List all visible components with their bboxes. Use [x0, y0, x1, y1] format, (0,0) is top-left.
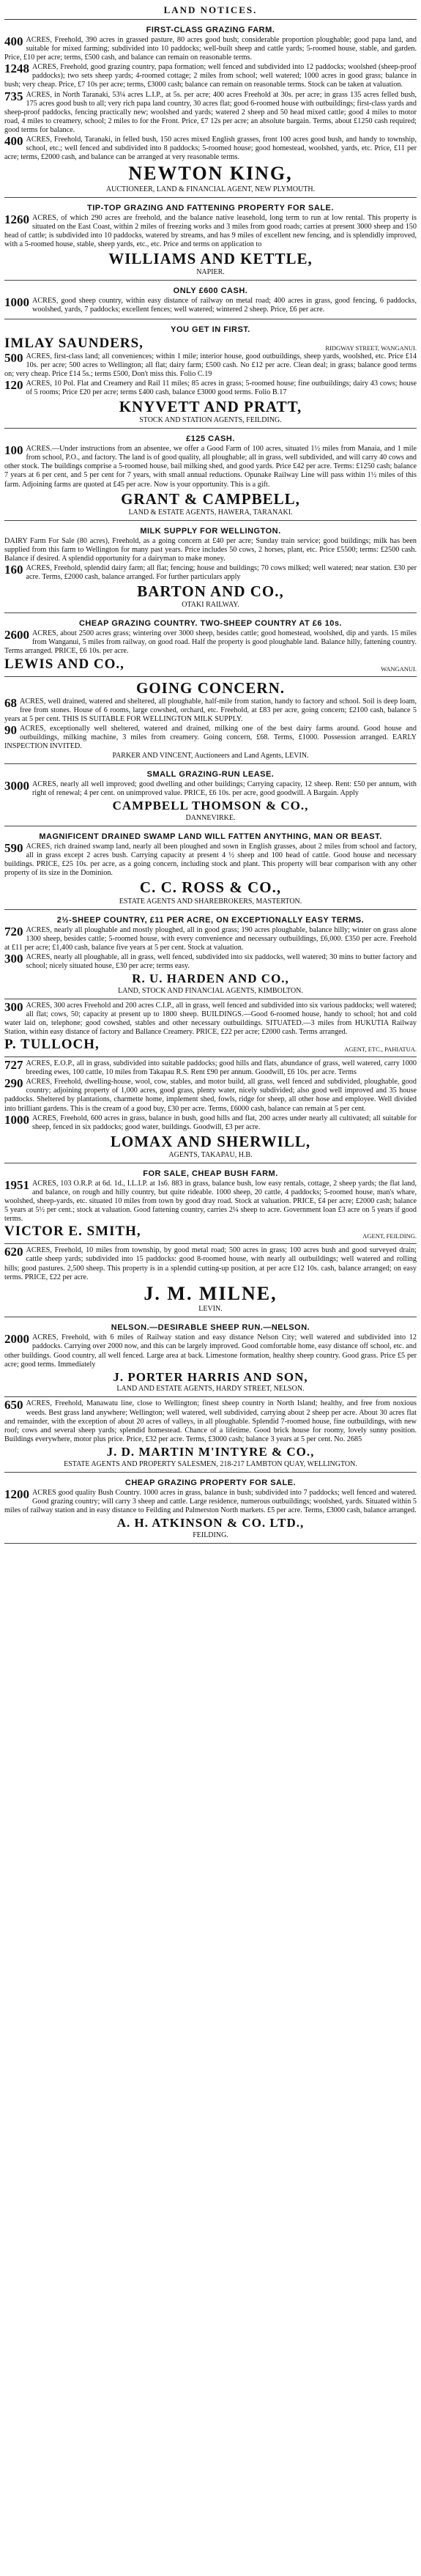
acreage-figure: 620 — [4, 1245, 23, 1259]
land-advertisement — [4, 281, 417, 319]
agent-line — [4, 1224, 417, 1240]
acreage-figure: 590 — [4, 841, 23, 856]
listing-paragraph — [4, 926, 417, 952]
agent-address: LEVIN. — [198, 1305, 223, 1314]
agent-name: KNYVETT AND PRATT, — [119, 398, 302, 416]
agent-address: LAND & ESTATE AGENTS, HAWERA, TARANAKI. — [128, 508, 293, 517]
agent-address: OTAKI RAILWAY. — [182, 601, 239, 610]
listing-paragraph — [4, 1246, 417, 1281]
listing-paragraph — [4, 1489, 417, 1515]
listing-paragraph — [4, 722, 417, 751]
acreage-figure: 90 — [4, 722, 17, 737]
listing-paragraph — [4, 629, 417, 656]
listing-paragraph — [4, 352, 417, 379]
listing-paragraph — [4, 36, 417, 62]
agent-name: LOMAX AND SHERWILL, — [110, 1132, 311, 1150]
agent-name: CAMPBELL THOMSON & CO., — [112, 799, 309, 813]
land-advertisement — [4, 319, 417, 429]
listing-paragraph — [4, 1078, 417, 1113]
ad-heading: £125 CASH. — [186, 434, 235, 444]
listing-text: ACRES, 103 O.R.P. at 6d. 1d., I.L.I.P. at 1s6. 883 in grass, balance bush, low easy rentals, cottage, 2 sheep yards; the flat land, and balance, on rough and hilly country, but quite rideable. 1000 sheep, 20 cattle, 4 paddocks; 5-roomed house, man's whare, woolshed, sheep-yards, etc. situated 10 miles from town by good dray road. Stock at valuation. PRICE, £4 per acre; £2000 cash; balance 5 years at 5½ per cent.; stock at valuation. Good fattening country, carries 2¼ sheep to acre. Government loan £3 acre on 5 years if good terms. — [4, 1179, 417, 1224]
land-advertisement — [4, 198, 417, 281]
masthead: LAND NOTICES. — [163, 4, 258, 15]
agent-address: ESTATE AGENTS AND SHAREBROKERS, MASTERTON. — [119, 897, 302, 906]
listing-text: ACRES, nearly all well improved; good dwelling and other buildings; Carrying capacity, 12 sheep. Rent: £50 per annum, with right of renewal; 4 per cent. on unimproved value. PRICE, £6 10s. per acre, good goodwill. A Bargain. Apply — [32, 780, 417, 798]
agent-name: R. U. HARDEN AND CO., — [132, 971, 289, 985]
listing-text: ACRES, Freehold, with 6 miles of Railway station and easy distance Nelson City; well watered and subdivided into 12 paddocks. Carrying over 2000 now, and this can be largely improved. Good comfortable home, easy distance off school, etc. and other buildings. Good country, all well fenced. Large area at back. Limestone formation, healthy sheep country. Good grass. Price £5 per acre; good terms. Immediately — [4, 1333, 417, 1369]
listing-paragraph — [4, 1177, 417, 1224]
agent-name: NEWTON KING, — [128, 163, 293, 185]
listing-text: ACRES, Freehold, Taranaki, in felled bush, 150 acres mixed English grasses, front 100 acres good bush, and handy to township, school, etc.; well fenced and subdivided into 8 paddocks; 5-roomed house; good homestead, woolshed, yards, etc. Price, £11 per acre; terms, £2000 cash, and balance can be arranged at very reasonable terms. — [4, 136, 417, 162]
land-advertisement — [4, 429, 417, 521]
listing-text: ACRES, Freehold, Manawatu line, close to Wellington; finest sheep country in North Island; healthy, and free from noxious weeds. Best grass land anywhere; Wellington; well watered, well subdivided, carrying about 2 sheep per acre. About 30 acres flat and remainder, with the exception of about 20 acres of valleys, in all ploughable. Splendid 7-roomed house, fine outbuildings, with new roof; cows and several sheep yards; splendid homestead. Chance of a lifetime. Good brick house for roomy, lovely sunny position. Buildings everywhere, motor plus price. Price, £32 per acre. Terms, £3000 cash; balance 3 years at 5 per cent. No. 2685 — [4, 1399, 417, 1443]
agent-name: VICTOR E. SMITH, — [4, 1224, 141, 1240]
agent-name: BARTON AND CO., — [137, 582, 284, 601]
acreage-figure: 290 — [4, 1076, 23, 1091]
ad-heading: ONLY £600 CASH. — [173, 286, 248, 296]
ad-heading: YOU GET IN FIRST. — [171, 325, 250, 334]
acreage-figure: 727 — [4, 1058, 23, 1073]
listing-text: ACRES, nearly all ploughable, all in grass, well fenced, subdivided into six paddocks, well watered; 30 mins to butter factory and school; nicely situated house, £30 per acre; terms easy. — [26, 952, 417, 970]
newspaper-page — [4, 0, 417, 1544]
agent-address: DANNEVIRKE. — [185, 814, 236, 823]
ad-heading: FIRST-CLASS GRAZING FARM. — [146, 26, 275, 34]
agent-line — [4, 656, 417, 673]
agent-name: J. D. MARTIN M'INTYRE & CO., — [106, 1444, 315, 1459]
acreage-figure: 1248 — [4, 62, 29, 76]
ad-heading: FOR SALE, CHEAP BUSH FARM. — [143, 1169, 278, 1178]
acreage-figure: 2600 — [4, 628, 29, 643]
acreage-figure: 3000 — [4, 779, 29, 793]
listing-paragraph — [4, 564, 417, 582]
land-advertisement — [4, 1317, 417, 1397]
ad-heading: MAGNIFICENT DRAINED SWAMP LAND WILL FATTEN ANYTHING, MAN OR BEAST. — [39, 832, 382, 842]
ad-title: GOING CONCERN. — [135, 678, 285, 697]
land-advertisement — [4, 999, 417, 1057]
land-advertisement — [4, 910, 417, 999]
agent-name: C. C. ROSS & CO., — [139, 878, 282, 897]
agent-address: PARKER AND VINCENT, Auctioneers and Land Agents, LEVIN. — [112, 752, 309, 760]
listing-text: ACRES, good sheep country, within easy distance of railway on metal road; 400 acres in grass, good fencing, 6 paddocks, woolshed, yards, 7 paddocks; excellent fences; well watered; wintered 2 sheep. Price, £6 per acre. — [32, 297, 417, 314]
listing-text: ACRES, 300 acres Freehold and 200 acres C.I.P., all in grass, well fenced and subdivided into six various paddocks; well watered; all flat; cows, 50; capacity at present up to 1800 sheep. BUILDINGS.—Good 6-roomed house, handy to school; hot and cold water laid on, telephone; good cowshed, stables and other necessary outbuildings. SITUATED.—3 miles from HUKUTIA Railway Station, within easy distance of factory and Ballance Creamery. PRICE, £22 per acre; £2000 cash. Terms arranged. — [4, 1001, 417, 1036]
acreage-figure: 1200 — [4, 1487, 29, 1501]
acreage-figure: 400 — [4, 134, 23, 149]
listing-text: ACRES, Freehold, splendid dairy farm; all flat; fencing; house and buildings; 70 cows milked; well watered; near station. £30 per acre. Terms, £2000 cash, balance arranged. For further particulars apply — [26, 563, 417, 582]
acreage-figure: 120 — [4, 377, 23, 392]
acreage-figure: 100 — [4, 443, 23, 458]
agent-name: IMLAY SAUNDERS, — [4, 335, 144, 351]
acreage-figure: 650 — [4, 1398, 23, 1413]
listing-text: DAIRY Farm For Sale (80 acres), Freehold, as a going concern at £40 per acre; Sunday train service; good buildings; milk has been supplied from this farm to Wellington for many past years. Price includes 50 cows, 2 horses, plant, etc. Price £5500; terms: £2500 cash. Balance if desired. A splendid opportunity for a dairyman to make money. — [4, 536, 417, 563]
land-advertisement — [4, 764, 417, 826]
listing-text: ACRES, Freehold, dwelling-house, wool, cow, stables, and motor build, all grass, well fenced and subdivided, ploughable, good country; adjoining property of 1,000 acres, good grass, plenty water, nicely subdivided; also good well improved and 35 house paddocks. Sheltered by plantations, charmette home, implement shed, fowls, ridge for sheep, all other hose and employee. Well divided into brilliant gardens. This is the cream of a good buy, £30 per acre. Terms, £6000 cash, balance can remain at 5 per cent. — [4, 1078, 417, 1113]
listing-text: ACRES, rich drained swamp land, nearly all been ploughed and sown in English grasses, about 2 miles from school and factory, all in grass except 2 acres bush. Carrying capacity at present 4 ½ sheep and 100 head of cattle. Good house and necessary buildings. PRICE, £25 10s. per acre, as a going concern, including stock and plant. This property will bear comparison with any other property of its size in the Dominion. — [4, 843, 417, 878]
land-advertisement — [4, 1397, 417, 1472]
listing-paragraph — [4, 697, 417, 724]
listing-paragraph — [4, 537, 417, 563]
listing-text: ACRES, nearly all ploughable and mostly ploughed, all in good grass; 190 acres ploughable, balance hilly; winter on grass alone 1300 sheep, besides cattle; 5-roomed house, with every convenience and necessary outbuildings, £6,000. £350 per acre. Freehold at £11 per acre; £1,400 cash, balance five years at 5 per cent. Stock at valuation. — [4, 925, 417, 952]
listing-text: ACRES good quality Bush Country. 1000 acres in grass, balance in bush; subdivided into 7 paddocks; well fenced and watered. Good grazing country; will carry 3 sheep and cattle. Large residence, numerous outbuildings; woolshed, yards. Situated within 5 miles of railway station and in easy distance to Feilding and Palmerston North markets. £5 per acre. Terms, £3000 cash, balance arranged. — [4, 1488, 417, 1514]
agent-name: GRANT & CAMPBELL, — [121, 489, 300, 508]
listing-paragraph — [4, 136, 417, 162]
acreage-figure: 1951 — [4, 1177, 29, 1192]
agent-name: LEWIS AND CO., — [4, 656, 124, 672]
land-advertisement — [4, 613, 417, 676]
ad-heading: TIP-TOP GRAZING AND FATTENING PROPERTY FOR SALE. — [87, 203, 334, 212]
listing-text: ACRES, first-class land; all conveniences; within 1 mile; interior house, good outbuildings, sheep yards, woolshed, etc. Price £14 10s. per acre; 500 acres to Wellington; all flat; dairy farm; £500 cash. No £12 per acre. Clean deal; in grass; balance good terms on; very cheap. Price £14 5s.; terms £500, Don't miss this. Folio C.19 — [4, 352, 417, 378]
land-advertisement — [4, 1244, 417, 1317]
listing-text: ACRES, Freehold, 10 miles from township, by good metal road; 500 acres in grass; 100 acres bush and good surveyed drain; cattle sheep yards; subdivided into 15 paddocks: good 8-roomed house, with nearly all outbuildings; well watered and rolling hills; good pastures. 2,500 sheep. This property is in a splendid cutting-up position, at per acre £12 10s. cash, balance arranged; on easy terms. PRICE, £22 per acre. — [4, 1246, 417, 1281]
agent-name: J. M. MILNE, — [144, 1282, 277, 1304]
land-advertisement — [4, 20, 417, 198]
ads-column — [4, 20, 417, 1544]
land-advertisement — [4, 521, 417, 614]
listing-paragraph — [4, 297, 417, 314]
agent-name: WILLIAMS AND KETTLE, — [108, 250, 313, 268]
agent-address: FEILDING. — [193, 1531, 228, 1539]
listing-paragraph — [4, 91, 417, 135]
listing-paragraph — [4, 445, 417, 489]
agent-address: NAPIER. — [196, 268, 225, 277]
agent-line — [4, 1037, 417, 1053]
agent-name: A. H. ATKINSON & CO. LTD., — [116, 1515, 305, 1530]
listing-paragraph — [4, 780, 417, 798]
acreage-figure: 2000 — [4, 1332, 29, 1347]
listing-paragraph — [4, 1399, 417, 1443]
listing-text: ACRES, about 2500 acres grass; wintering over 3000 sheep, besides cattle; good homestead, woolshed, dip and yards. 15 miles from Wanganui, 5 miles from railway, on good road. Half the property is good ploughable land. Balance hilly, fattening country. Terms arranged. PRICE, £6 10s. per acre. — [4, 629, 417, 656]
listing-paragraph — [4, 1114, 417, 1132]
agent-line — [4, 336, 417, 352]
listing-text: ACRES.—Under instructions from an absentee, we offer a Good Farm of 100 acres, situated 1½ miles from Manaia, and 1 mile from school, P.O., and factory. The land is of good quality, all ploughable; all in grass, well subdivided, and will carry 40 cows and other stock. The buildings comprise a 5-roomed house, bail milking shed, and good yards. Price £42 per acre. Terms: £1250 cash; balance 7 years at 6 per cent, and 5 per cent for 7 years, with small annual reductions. Opunake Railway Line will pass within 1½ miles of this farm. Adjoining farms are quoted at £45 per acre. Now is your opportunity. This is a gift. — [4, 445, 417, 489]
ad-heading: NELSON.—DESIRABLE SHEEP RUN.—NELSON. — [111, 1323, 310, 1333]
acreage-figure: 735 — [4, 89, 23, 103]
agent-address: LAND AND ESTATE AGENTS, HARDY STREET, NELSON. — [116, 1385, 305, 1394]
acreage-figure: 300 — [4, 951, 23, 966]
listing-paragraph — [4, 377, 417, 397]
land-advertisement — [4, 826, 417, 909]
agent-address: LAND, STOCK AND FINANCIAL AGENTS, KIMBOLTON. — [118, 986, 303, 995]
listing-text: ACRES, 10 Pol. Flat and Creamery and Rail 11 miles; 85 acres in grass; 5-roomed house; fine outbuildings; dairy 43 cows; house of 5 rooms; Price £20 per acre; terms £400 cash, balance £3000 good terms. Folio B.17 — [26, 379, 417, 396]
acreage-figure: 68 — [4, 695, 17, 710]
agent-name: J. PORTER HARRIS AND SON, — [113, 1369, 308, 1384]
agent-address: AGENT, ETC., PAHIATUA. — [344, 1045, 417, 1054]
agent-address: AUCTIONEER, LAND & FINANCIAL AGENT, NEW PLYMOUTH. — [105, 185, 316, 193]
land-advertisement — [4, 1473, 417, 1544]
listing-paragraph — [4, 214, 417, 249]
acreage-figure: 400 — [4, 34, 23, 48]
acreage-figure: 1000 — [4, 295, 29, 310]
ad-heading: SMALL GRAZING-RUN LEASE. — [146, 770, 275, 780]
listing-text: ACRES, of which 290 acres are freehold, and the balance native leasehold, long term to run at low rental. This property is situated on the East Coast, within 2 miles of freezing works and 3 miles from good roads; carries at present 3000 sheep and 150 head of cattle; is subdivided into 10 paddocks, watered by streams, and has 9 miles of excellent new fencing, and is splendidly improved, with a 5-roomed house, stable, sheep yards, etc., etc. Price and terms on application to — [4, 213, 417, 249]
listing-text: ACRES, E.O.P., all in grass, subdivided into suitable paddocks; good hills and flats, abundance of grass, well watered, carry 1000 breeding ewes, 100 cattle, 10 miles from Takapau R.S. Rent £90 per annum. Goodwill, £6 10s. per acre. Terms — [26, 1059, 417, 1077]
listing-text: ACRES, Freehold, 390 acres in grassed pasture, 80 acres good bush; considerable proportion ploughable; good papa land, and suitable for mixed farming; subdivided into 10 paddocks; well-built sheep and cattle yards; 5-roomed house, stable, and garden. Price, £10 per acre; terms, £500 cash, and balance can remain on reasonable terms. — [4, 36, 417, 62]
land-advertisement — [4, 1057, 417, 1163]
listing-paragraph — [4, 1333, 417, 1369]
listing-paragraph — [4, 843, 417, 878]
listing-paragraph — [4, 1059, 417, 1077]
agent-address: AGENTS, TAKAPAU, H.B. — [168, 1150, 253, 1159]
acreage-figure: 500 — [4, 350, 23, 365]
agent-name: P. TULLOCH, — [4, 1037, 100, 1053]
agent-address: STOCK AND STATION AGENTS, FEILDING. — [139, 416, 282, 425]
ad-heading: CHEAP GRAZING COUNTRY. TWO-SHEEP COUNTRY AT £6 10s. — [78, 619, 342, 629]
acreage-figure: 1000 — [4, 1112, 29, 1127]
acreage-figure: 1260 — [4, 212, 29, 226]
agent-address: ESTATE AGENTS AND PROPERTY SALESMEN, 218-217 LAMBTON QUAY, WELLINGTON. — [64, 1459, 357, 1468]
agent-address: AGENT, FEILDING. — [362, 1232, 417, 1240]
listing-paragraph — [4, 63, 417, 89]
listing-text: ACRES, in North Taranaki, 53¼ acres L.I.P., at 5s. per acre; 400 acres Freehold at 30s. per acre; in grass 135 acres felled bush, 175 acres good bush to all; very rich papa land country, 30 acres flat; good 6-roomed house with outbuildings; first-class yards and sheep-proof paddocks, fencing practically new; woolshed and yards; watered 2 sheep and 50 head mixed cattle; good 4 miles to motor road, 4 miles to creamery, school; 2 miles to for the Front. Price, £7 12s per acre; an absolute bargain. Terms, about £1250 cash required; good terms for balance. — [4, 90, 417, 134]
acreage-figure: 720 — [4, 924, 23, 939]
acreage-figure: 160 — [4, 562, 23, 577]
listing-paragraph — [4, 999, 417, 1037]
ad-heading: MILK SUPPLY FOR WELLINGTON. — [140, 526, 281, 536]
listing-text: ACRES, Freehold, 600 acres in grass, balance in bush, good hills and flat, 200 acres under nearly all cultivated; all suitable for sheep, fenced in six paddocks; good water, buildings. Goodwill, £3 per acre. — [32, 1114, 417, 1131]
listing-text: ACRES, Freehold, good grazing country, papa formation; well fenced and subdivided into 12 paddocks; woolshed (sheep-proof paddocks); two sets sheep yards; 4-roomed cottage; 2 miles from school; well watered; 1000 acres in good grass; balance in bush; very cheap. Price, £7 10s per acre; terms, £3000 cash; balance can remain on reasonable terms. Stock can be taken at valuation. — [4, 63, 417, 89]
listing-text: ACRES, well drained, watered and sheltered, all ploughable, half-mile from station, handy to factory and school. Soil is deep loam, free from stones. House of 6 rooms, large cowshed, orchard, etc. Freehold, at £83 per acre, going concern; £2100 cash, balance 5 years at 5 per cent. THIS IS SUITABLE FOR WELLINGTON MILK SUPPLY. — [4, 697, 417, 723]
land-advertisement — [4, 1163, 417, 1244]
listing-paragraph — [4, 953, 417, 971]
land-advertisement — [4, 677, 417, 765]
agent-address: RIDGWAY STREET, WANGANUI. — [325, 344, 417, 352]
ad-heading: CHEAP GRAZING PROPERTY FOR SALE. — [124, 1478, 297, 1487]
listing-text: ACRES, exceptionally well sheltered, watered and drained, milking one of the best dairy farms around. Good house and outbuildings, milking machine, 3 miles from creamery. Going concern, £68. Terms, £1000. Possession arranged. EARLY INSPECTION INVITED. — [4, 724, 417, 751]
agent-address: WANGANUI. — [381, 665, 417, 673]
acreage-figure: 300 — [4, 999, 23, 1014]
ad-heading: 2½-SHEEP COUNTRY, £11 PER ACRE, ON EXCEPTIONALLY EASY TERMS. — [56, 915, 365, 925]
